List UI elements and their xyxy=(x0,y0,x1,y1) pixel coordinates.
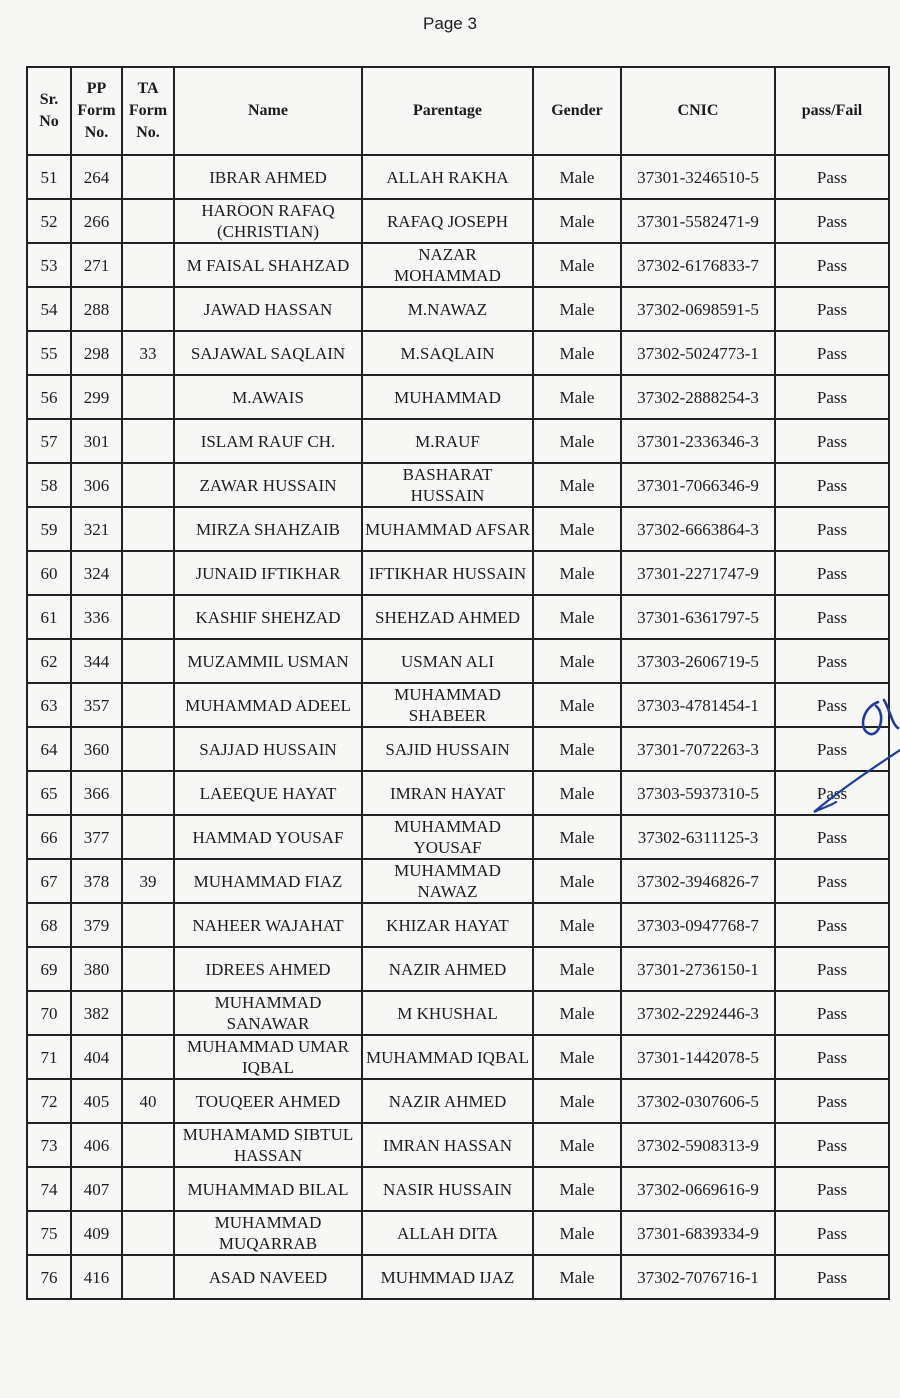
cell-result: Pass xyxy=(775,815,889,859)
cell-result: Pass xyxy=(775,859,889,903)
cell-gender: Male xyxy=(533,903,621,947)
table-row xyxy=(27,155,889,199)
results-table xyxy=(26,66,890,1300)
cell-ta-form-no xyxy=(122,375,174,419)
cell-cnic: 37302-2292446-3 xyxy=(621,991,775,1035)
cell-name: TOUQEER AHMED xyxy=(174,1079,362,1123)
cell-cnic: 37302-6176833-7 xyxy=(621,243,775,287)
cell-parentage: M.NAWAZ xyxy=(362,287,533,331)
cell-name: MUHAMMAD MUQARRAB xyxy=(174,1211,362,1255)
cell-parentage: KHIZAR HAYAT xyxy=(362,903,533,947)
cell-parentage: MUHAMMAD xyxy=(362,375,533,419)
cell-gender: Male xyxy=(533,859,621,903)
cell-ta-form-no xyxy=(122,1255,174,1299)
cell-sr-no: 74 xyxy=(27,1167,71,1211)
cell-result: Pass xyxy=(775,771,889,815)
cell-result: Pass xyxy=(775,507,889,551)
cell-result: Pass xyxy=(775,595,889,639)
cell-sr-no: 73 xyxy=(27,1123,71,1167)
cell-result: Pass xyxy=(775,1079,889,1123)
cell-gender: Male xyxy=(533,1035,621,1079)
cell-pp-form-no: 344 xyxy=(71,639,122,683)
cell-cnic: 37301-5582471-9 xyxy=(621,199,775,243)
cell-name: M FAISAL SHAHZAD xyxy=(174,243,362,287)
cell-parentage: NAZIR AHMED xyxy=(362,1079,533,1123)
cell-name: ASAD NAVEED xyxy=(174,1255,362,1299)
cell-ta-form-no xyxy=(122,991,174,1035)
cell-gender: Male xyxy=(533,595,621,639)
cell-sr-no: 53 xyxy=(27,243,71,287)
cell-parentage: IMRAN HAYAT xyxy=(362,771,533,815)
cell-parentage: SAJID HUSSAIN xyxy=(362,727,533,771)
cell-parentage: M KHUSHAL xyxy=(362,991,533,1035)
cell-ta-form-no xyxy=(122,551,174,595)
cell-gender: Male xyxy=(533,991,621,1035)
table-row xyxy=(27,947,889,991)
cell-ta-form-no xyxy=(122,815,174,859)
cell-gender: Male xyxy=(533,155,621,199)
cell-cnic: 37302-6311125-3 xyxy=(621,815,775,859)
cell-cnic: 37303-2606719-5 xyxy=(621,639,775,683)
cell-ta-form-no xyxy=(122,1035,174,1079)
table-row xyxy=(27,683,889,727)
cell-pp-form-no: 288 xyxy=(71,287,122,331)
cell-sr-no: 58 xyxy=(27,463,71,507)
cell-sr-no: 62 xyxy=(27,639,71,683)
cell-name: MUHAMAMD SIBTUL HASSAN xyxy=(174,1123,362,1167)
cell-name: JAWAD HASSAN xyxy=(174,287,362,331)
cell-ta-form-no: 39 xyxy=(122,859,174,903)
cell-parentage: NAZIR AHMED xyxy=(362,947,533,991)
cell-result: Pass xyxy=(775,155,889,199)
cell-name: MUHAMMAD SANAWAR xyxy=(174,991,362,1035)
cell-ta-form-no xyxy=(122,1211,174,1255)
cell-ta-form-no: 33 xyxy=(122,331,174,375)
cell-gender: Male xyxy=(533,639,621,683)
cell-name: JUNAID IFTIKHAR xyxy=(174,551,362,595)
cell-ta-form-no xyxy=(122,507,174,551)
cell-ta-form-no xyxy=(122,903,174,947)
cell-cnic: 37301-7066346-9 xyxy=(621,463,775,507)
cell-name: MUHAMMAD ADEEL xyxy=(174,683,362,727)
cell-sr-no: 69 xyxy=(27,947,71,991)
cell-gender: Male xyxy=(533,331,621,375)
table-row xyxy=(27,375,889,419)
cell-sr-no: 56 xyxy=(27,375,71,419)
table-row xyxy=(27,331,889,375)
cell-sr-no: 60 xyxy=(27,551,71,595)
cell-name: KASHIF SHEHZAD xyxy=(174,595,362,639)
cell-gender: Male xyxy=(533,287,621,331)
cell-parentage: IMRAN HASSAN xyxy=(362,1123,533,1167)
cell-sr-no: 72 xyxy=(27,1079,71,1123)
cell-cnic: 37301-2336346-3 xyxy=(621,419,775,463)
table-row xyxy=(27,507,889,551)
cell-gender: Male xyxy=(533,1123,621,1167)
cell-name: MUHAMMAD FIAZ xyxy=(174,859,362,903)
cell-gender: Male xyxy=(533,947,621,991)
table-row xyxy=(27,815,889,859)
cell-ta-form-no xyxy=(122,595,174,639)
cell-pp-form-no: 357 xyxy=(71,683,122,727)
cell-name: HAROON RAFAQ (CHRISTIAN) xyxy=(174,199,362,243)
table-row xyxy=(27,463,889,507)
table-row xyxy=(27,419,889,463)
cell-ta-form-no xyxy=(122,419,174,463)
cell-parentage: IFTIKHAR HUSSAIN xyxy=(362,551,533,595)
cell-name: IBRAR AHMED xyxy=(174,155,362,199)
cell-pp-form-no: 379 xyxy=(71,903,122,947)
cell-sr-no: 63 xyxy=(27,683,71,727)
table-row xyxy=(27,1255,889,1299)
cell-pp-form-no: 306 xyxy=(71,463,122,507)
cell-gender: Male xyxy=(533,683,621,727)
cell-pp-form-no: 321 xyxy=(71,507,122,551)
cell-ta-form-no xyxy=(122,947,174,991)
cell-pp-form-no: 301 xyxy=(71,419,122,463)
cell-gender: Male xyxy=(533,463,621,507)
table-row xyxy=(27,1079,889,1123)
cell-sr-no: 55 xyxy=(27,331,71,375)
cell-sr-no: 71 xyxy=(27,1035,71,1079)
cell-cnic: 37301-6361797-5 xyxy=(621,595,775,639)
header-row xyxy=(27,67,889,155)
cell-cnic: 37302-6663864-3 xyxy=(621,507,775,551)
cell-name: SAJAWAL SAQLAIN xyxy=(174,331,362,375)
header-gender: Gender xyxy=(533,67,621,155)
table-row xyxy=(27,639,889,683)
cell-cnic: 37302-2888254-3 xyxy=(621,375,775,419)
cell-parentage: MUHAMMAD IQBAL xyxy=(362,1035,533,1079)
cell-name: HAMMAD YOUSAF xyxy=(174,815,362,859)
cell-cnic: 37303-4781454-1 xyxy=(621,683,775,727)
header-ta-form-no: TA Form No. xyxy=(122,67,174,155)
cell-cnic: 37301-7072263-3 xyxy=(621,727,775,771)
cell-result: Pass xyxy=(775,1255,889,1299)
cell-sr-no: 57 xyxy=(27,419,71,463)
cell-parentage: MUHMMAD IJAZ xyxy=(362,1255,533,1299)
cell-name: IDREES AHMED xyxy=(174,947,362,991)
cell-name: ISLAM RAUF CH. xyxy=(174,419,362,463)
cell-sr-no: 70 xyxy=(27,991,71,1035)
cell-parentage: MUHAMMAD YOUSAF xyxy=(362,815,533,859)
cell-name: MUZAMMIL USMAN xyxy=(174,639,362,683)
cell-parentage: MUHAMMAD SHABEER xyxy=(362,683,533,727)
cell-pp-form-no: 299 xyxy=(71,375,122,419)
header-sr-no: Sr. No xyxy=(27,67,71,155)
cell-parentage: NAZAR MOHAMMAD xyxy=(362,243,533,287)
cell-pp-form-no: 378 xyxy=(71,859,122,903)
table-row xyxy=(27,551,889,595)
cell-parentage: MUHAMMAD NAWAZ xyxy=(362,859,533,903)
table-row xyxy=(27,1167,889,1211)
cell-gender: Male xyxy=(533,727,621,771)
cell-sr-no: 68 xyxy=(27,903,71,947)
cell-result: Pass xyxy=(775,1167,889,1211)
cell-result: Pass xyxy=(775,1123,889,1167)
cell-sr-no: 67 xyxy=(27,859,71,903)
cell-gender: Male xyxy=(533,815,621,859)
cell-gender: Male xyxy=(533,1167,621,1211)
cell-pp-form-no: 404 xyxy=(71,1035,122,1079)
cell-pp-form-no: 298 xyxy=(71,331,122,375)
page-number-label: Page 3 xyxy=(423,14,477,33)
cell-gender: Male xyxy=(533,375,621,419)
cell-ta-form-no xyxy=(122,199,174,243)
cell-ta-form-no xyxy=(122,727,174,771)
header-cnic: CNIC xyxy=(621,67,775,155)
cell-name: MUHAMMAD BILAL xyxy=(174,1167,362,1211)
cell-ta-form-no xyxy=(122,1167,174,1211)
cell-name: SAJJAD HUSSAIN xyxy=(174,727,362,771)
cell-name: ZAWAR HUSSAIN xyxy=(174,463,362,507)
cell-ta-form-no xyxy=(122,243,174,287)
cell-gender: Male xyxy=(533,551,621,595)
cell-ta-form-no xyxy=(122,771,174,815)
cell-pp-form-no: 405 xyxy=(71,1079,122,1123)
cell-parentage: ALLAH DITA xyxy=(362,1211,533,1255)
cell-sr-no: 75 xyxy=(27,1211,71,1255)
cell-parentage: M.RAUF xyxy=(362,419,533,463)
table-row xyxy=(27,727,889,771)
cell-sr-no: 66 xyxy=(27,815,71,859)
cell-cnic: 37302-0669616-9 xyxy=(621,1167,775,1211)
cell-parentage: BASHARAT HUSSAIN xyxy=(362,463,533,507)
cell-parentage: ALLAH RAKHA xyxy=(362,155,533,199)
table-row xyxy=(27,903,889,947)
cell-pp-form-no: 407 xyxy=(71,1167,122,1211)
cell-gender: Male xyxy=(533,199,621,243)
cell-gender: Male xyxy=(533,1211,621,1255)
cell-cnic: 37303-0947768-7 xyxy=(621,903,775,947)
cell-pp-form-no: 336 xyxy=(71,595,122,639)
cell-ta-form-no: 40 xyxy=(122,1079,174,1123)
cell-cnic: 37302-5908313-9 xyxy=(621,1123,775,1167)
cell-parentage: M.SAQLAIN xyxy=(362,331,533,375)
table-row xyxy=(27,771,889,815)
cell-ta-form-no xyxy=(122,155,174,199)
cell-parentage: MUHAMMAD AFSAR xyxy=(362,507,533,551)
cell-ta-form-no xyxy=(122,287,174,331)
cell-sr-no: 76 xyxy=(27,1255,71,1299)
cell-cnic: 37302-7076716-1 xyxy=(621,1255,775,1299)
cell-gender: Male xyxy=(533,771,621,815)
cell-sr-no: 64 xyxy=(27,727,71,771)
cell-result: Pass xyxy=(775,287,889,331)
cell-result: Pass xyxy=(775,683,889,727)
cell-result: Pass xyxy=(775,419,889,463)
cell-cnic: 37301-2736150-1 xyxy=(621,947,775,991)
cell-pp-form-no: 266 xyxy=(71,199,122,243)
cell-sr-no: 52 xyxy=(27,199,71,243)
cell-parentage: USMAN ALI xyxy=(362,639,533,683)
cell-result: Pass xyxy=(775,639,889,683)
cell-result: Pass xyxy=(775,991,889,1035)
cell-cnic: 37301-2271747-9 xyxy=(621,551,775,595)
cell-sr-no: 65 xyxy=(27,771,71,815)
cell-cnic: 37302-0698591-5 xyxy=(621,287,775,331)
cell-cnic: 37303-5937310-5 xyxy=(621,771,775,815)
cell-result: Pass xyxy=(775,947,889,991)
table-row xyxy=(27,287,889,331)
cell-result: Pass xyxy=(775,199,889,243)
table-row xyxy=(27,199,889,243)
cell-result: Pass xyxy=(775,903,889,947)
cell-sr-no: 54 xyxy=(27,287,71,331)
cell-pp-form-no: 324 xyxy=(71,551,122,595)
cell-pp-form-no: 377 xyxy=(71,815,122,859)
cell-gender: Male xyxy=(533,507,621,551)
cell-name: LAEEQUE HAYAT xyxy=(174,771,362,815)
cell-name: NAHEER WAJAHAT xyxy=(174,903,362,947)
cell-sr-no: 51 xyxy=(27,155,71,199)
cell-cnic: 37302-0307606-5 xyxy=(621,1079,775,1123)
cell-sr-no: 61 xyxy=(27,595,71,639)
cell-result: Pass xyxy=(775,375,889,419)
header-name: Name xyxy=(174,67,362,155)
cell-result: Pass xyxy=(775,243,889,287)
cell-pp-form-no: 409 xyxy=(71,1211,122,1255)
cell-pp-form-no: 360 xyxy=(71,727,122,771)
cell-cnic: 37301-6839334-9 xyxy=(621,1211,775,1255)
cell-pp-form-no: 271 xyxy=(71,243,122,287)
cell-name: MIRZA SHAHZAIB xyxy=(174,507,362,551)
table-row xyxy=(27,991,889,1035)
cell-name: MUHAMMAD UMAR IQBAL xyxy=(174,1035,362,1079)
cell-ta-form-no xyxy=(122,1123,174,1167)
cell-gender: Male xyxy=(533,1255,621,1299)
cell-result: Pass xyxy=(775,727,889,771)
cell-gender: Male xyxy=(533,419,621,463)
cell-parentage: NASIR HUSSAIN xyxy=(362,1167,533,1211)
cell-cnic: 37301-3246510-5 xyxy=(621,155,775,199)
cell-result: Pass xyxy=(775,463,889,507)
cell-result: Pass xyxy=(775,1211,889,1255)
table-row xyxy=(27,595,889,639)
table-row xyxy=(27,1211,889,1255)
cell-cnic: 37302-5024773-1 xyxy=(621,331,775,375)
cell-pp-form-no: 382 xyxy=(71,991,122,1035)
cell-sr-no: 59 xyxy=(27,507,71,551)
cell-pp-form-no: 406 xyxy=(71,1123,122,1167)
header-parentage: Parentage xyxy=(362,67,533,155)
cell-pp-form-no: 416 xyxy=(71,1255,122,1299)
cell-pp-form-no: 366 xyxy=(71,771,122,815)
cell-parentage: SHEHZAD AHMED xyxy=(362,595,533,639)
cell-pp-form-no: 380 xyxy=(71,947,122,991)
cell-name: M.AWAIS xyxy=(174,375,362,419)
table-row xyxy=(27,859,889,903)
cell-parentage: RAFAQ JOSEPH xyxy=(362,199,533,243)
cell-result: Pass xyxy=(775,1035,889,1079)
cell-result: Pass xyxy=(775,551,889,595)
cell-cnic: 37301-1442078-5 xyxy=(621,1035,775,1079)
table-row xyxy=(27,1123,889,1167)
cell-cnic: 37302-3946826-7 xyxy=(621,859,775,903)
cell-ta-form-no xyxy=(122,683,174,727)
cell-gender: Male xyxy=(533,1079,621,1123)
header-pp-form-no: PP Form No. xyxy=(71,67,122,155)
header-pass-fail: pass/Fail xyxy=(775,67,889,155)
cell-result: Pass xyxy=(775,331,889,375)
table-row xyxy=(27,1035,889,1079)
cell-pp-form-no: 264 xyxy=(71,155,122,199)
table-row xyxy=(27,243,889,287)
cell-ta-form-no xyxy=(122,463,174,507)
cell-gender: Male xyxy=(533,243,621,287)
cell-ta-form-no xyxy=(122,639,174,683)
